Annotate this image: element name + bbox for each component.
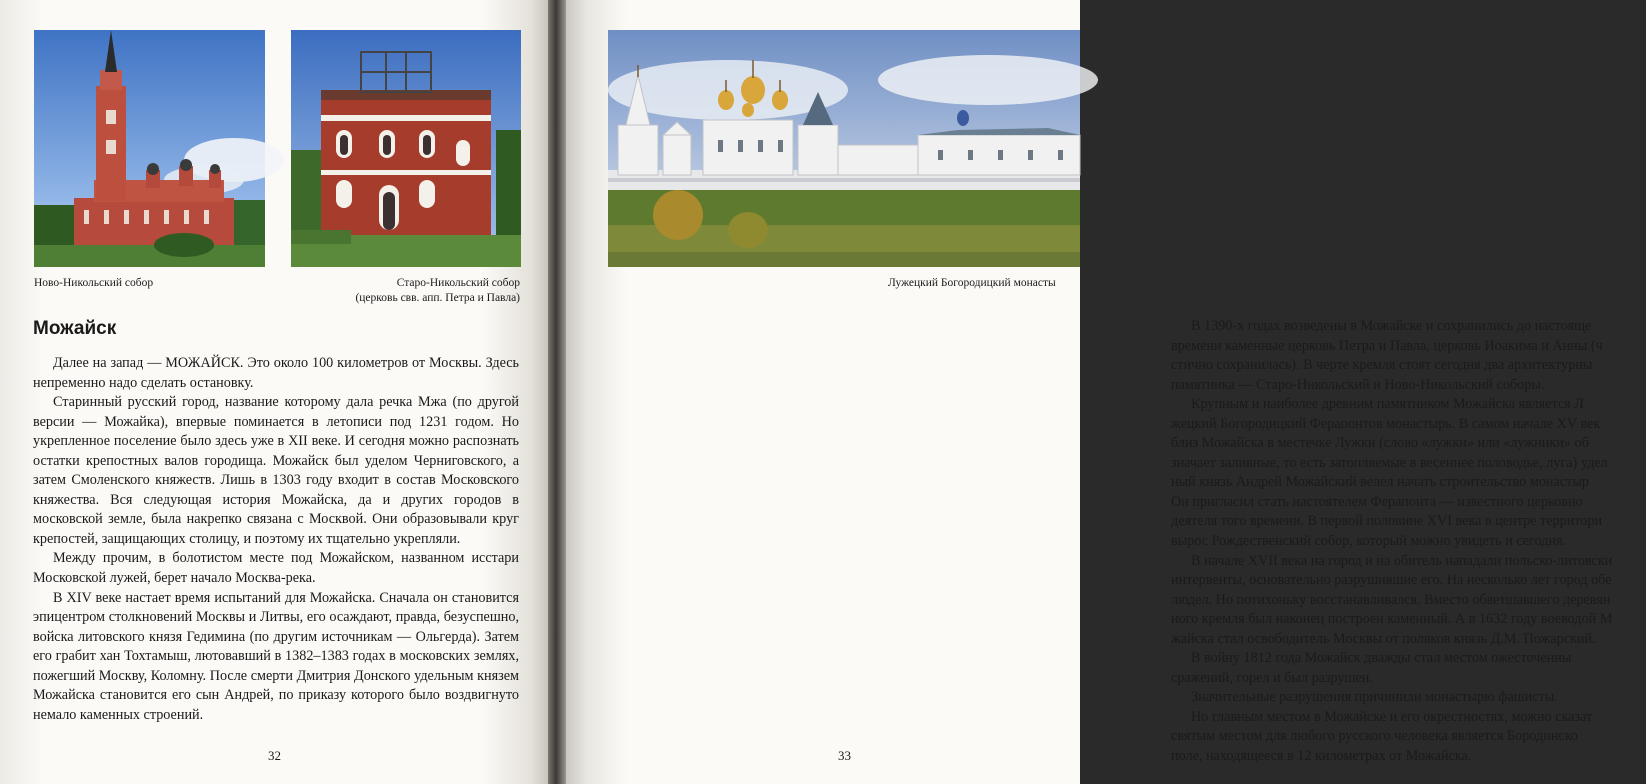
photo-luzhetsky-monastery — [608, 30, 1080, 267]
photo-novo-nikolsky-cathedral — [34, 30, 265, 267]
text-line: поле, находящееся в 12 километрах от Можайска. — [1171, 748, 1472, 765]
page-number-left: 32 — [268, 748, 281, 763]
photo2-caption-line1: Старо-Никольский собор — [396, 277, 520, 289]
text-line: В начале XVII века на город и на обитель нападали польско-литовски — [1191, 552, 1613, 569]
text-line: ного кремля был наконец построен каменный. А в 1632 году воеводой М — [1171, 611, 1613, 628]
text-line: значает заливные, то есть затопляемые в весеннее половодье, луга) удел — [1171, 454, 1608, 471]
photo3-caption: Лужецкий Богородицкий монасты — [888, 277, 1056, 289]
text-line: Крупным и наиболее древним памятником Можайска является Л — [1191, 396, 1584, 413]
photo2-caption-line2: (церковь свв. апп. Петра и Павла) — [355, 292, 520, 304]
text-line: интервенты, основательно разрушившие его. На несколько лет город обе — [1171, 572, 1612, 589]
text-line: людел. Но потихоньку восстанавливался. Вместо обветшавшего деревян — [1171, 591, 1611, 608]
text-line: времени каменные церковь Петра и Павла, церковь Иоакима и Анны (ч — [1171, 337, 1603, 354]
text-line: близ Можайска в местечке Лужки (слово «лужки» или «лужники» об — [1171, 435, 1589, 452]
page-number-right: 33 — [838, 748, 851, 763]
text-line: жайска стал освободитель Москвы от поляков князь Д.М. Пожарский. — [1171, 630, 1596, 647]
text-line: Значительные разрушения причинили монастырю фашисты. — [1191, 689, 1558, 706]
text-line: В 1390-х годах возведены в Можайске и сохранились до настояще — [1191, 318, 1592, 334]
right-body-text — [1171, 317, 1646, 767]
text-line: памятника — Старо-Никольский и Ново-Никольский соборы. — [1171, 376, 1545, 393]
left-page — [0, 0, 548, 784]
text-line: жецкий Богородицкий Ферапонтов монастырь. В самом начале XV век — [1171, 415, 1601, 432]
text-line: Он пригласил стать настоятелем Ферапонта — известного церковно — [1171, 493, 1583, 510]
cathedral-red-brick-image — [34, 30, 265, 267]
monastery-panorama-image — [608, 30, 1080, 267]
text-line: святым местом для любого русского человека является Бородинско — [1171, 728, 1579, 745]
text-line: В войну 1812 года Можайск дважды стал местом ожесточенны — [1191, 650, 1572, 667]
left-body-text — [33, 354, 519, 725]
section-heading: Можайск — [33, 318, 117, 339]
photo1-caption: Ново-Никольский собор — [34, 277, 154, 289]
text-line: Но главным местом в Можайске и его окрестностях, можно сказат — [1191, 708, 1593, 725]
text-line: ный князь Андрей Можайский велел начать строительство монастыр — [1171, 474, 1589, 491]
right-page — [566, 0, 1613, 784]
photo2-caption — [355, 276, 520, 306]
photo-staro-nikolsky-cathedral — [291, 30, 521, 267]
book-gutter — [548, 0, 566, 784]
text-line: стично сохранилась). В черте кремля стоят сегодня два архитектурны — [1171, 357, 1593, 374]
paragraph: Далее на запад — МОЖАЙСК. Это около 100 километров от Москвы. Здесь непременно надо сделать остановку. — [33, 355, 519, 391]
text-line: деятеля того времени. В первой половине XVI века в центре территори — [1171, 513, 1603, 530]
church-under-restoration-image — [291, 30, 521, 267]
text-line: сражений, горел и был разрушен. — [1171, 669, 1373, 686]
paragraph: Между прочим, в болотистом месте под Можайском, названном исстари Московской лужей, берет начало Москва-река. — [33, 550, 519, 587]
paragraph: Старинный русский город, название которому дала речка Мжа (по другой версии — Можайка), впервые поминается в летописи под 1231 годом. Но укрепленное поселение было здесь уже в XII веке. И сегодня можно распознать остатки крепостных валов городища. Можайск был уделом Черниговского, а затем Смоленского княжеств. Лишь в 1303 году входит в состав Московского княжества. Вся следующая история Можайска, да и других городов в московской земле, была накрепко связана с Москвой. Они образовывали круг крепостей, защищающих столицу, и поэтому их тщательно укрепляли. — [33, 394, 519, 547]
text-line: вырос Рождественский собор, который можно увидеть и сегодня. — [1171, 533, 1567, 550]
paragraph: В XIV веке настает время испытаний для Можайска. Сначала он становится эпицентром столкновений Москвы и Литвы, его осаждают, правда, безуспешно, войска литовского князя Гедимина (по другим источникам — Ольгерда). Затем его грабит хан Тохтамыш, лютовавший в 1382–1383 годах в московских землях, пожегший Москву, Коломну. После смерти Дмитрия Донского удельным князем Можайска становится его сын Андрей, по приказу которого было воздвигнуто немало каменных строений. — [33, 589, 519, 723]
